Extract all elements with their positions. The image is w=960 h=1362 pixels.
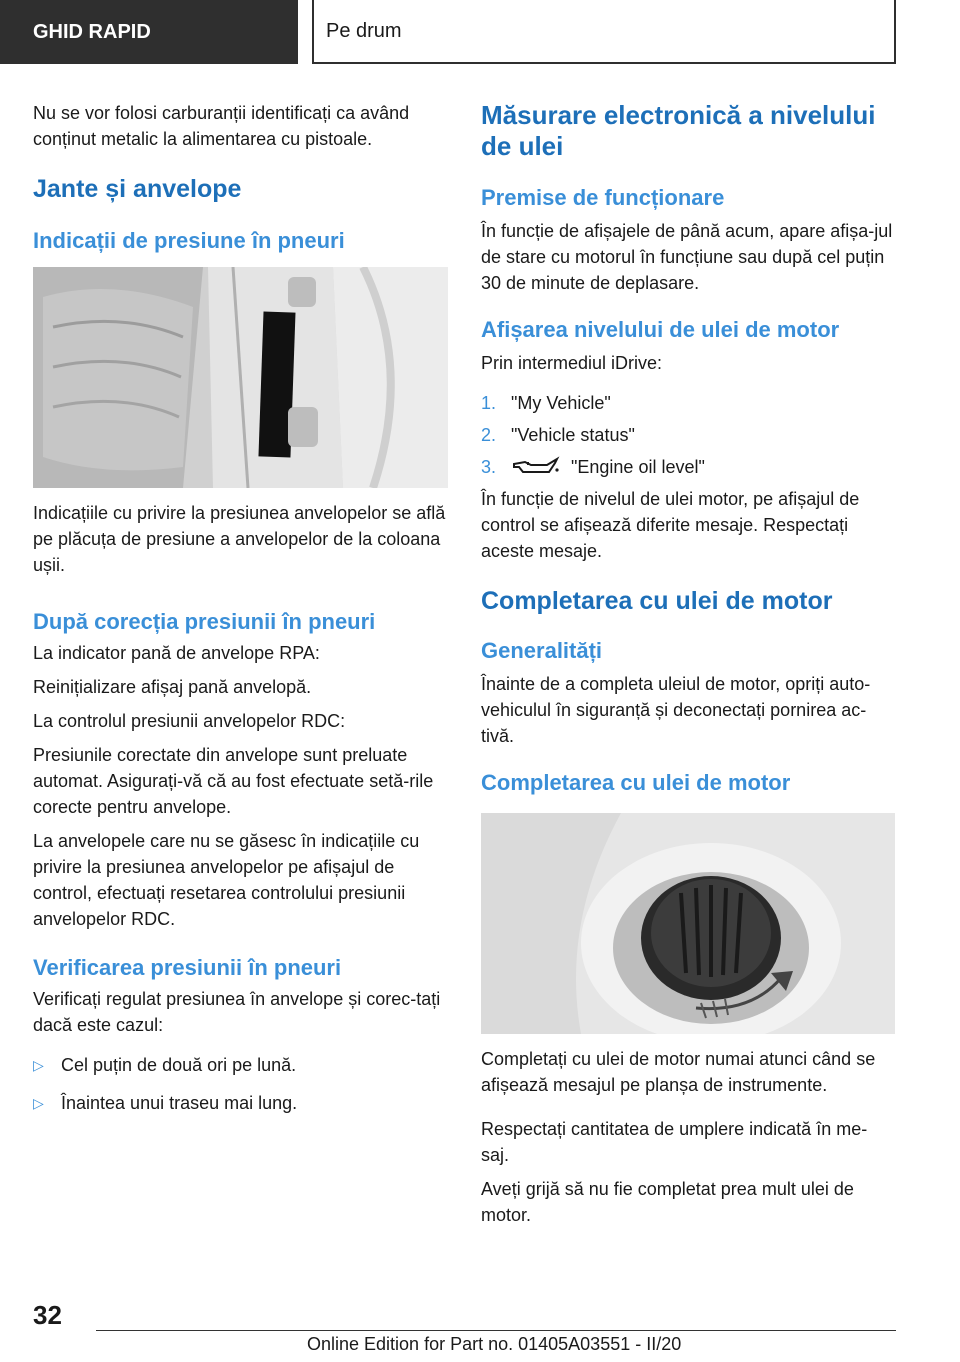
- rpa-action: Reinițializare afișaj pană anvelopă.: [33, 677, 312, 697]
- general-text: Înainte de a completa uleiul de motor, opriți auto-vehiculul în siguranță și deconectați pornirea ac-tivă.: [481, 674, 871, 746]
- rpa-label: La indicator pană de anvelope RPA:: [33, 643, 320, 663]
- section-title: GHID RAPID: [33, 20, 151, 43]
- heading-topup-procedure: Completarea cu ulei de motor: [481, 770, 791, 795]
- rdc-label: La controlul presiunii anvelopelor RDC:: [33, 711, 346, 731]
- left-column: [33, 100, 448, 1128]
- oil-cap-illustration: [481, 813, 895, 1034]
- chapter-tab: [312, 0, 896, 64]
- heading-check-pressure: Verificarea presiunii în pneuri: [33, 955, 342, 980]
- oil-cap-image: [481, 813, 895, 1034]
- list-item: ▷ Cel puțin de două ori pe lună.: [33, 1052, 448, 1078]
- idrive-label: Prin intermediul iDrive:: [481, 353, 663, 373]
- oil-can-icon: [511, 456, 561, 478]
- list-item: ▷ Înaintea unui traseu mai lung.: [33, 1090, 448, 1116]
- section-tab: [0, 0, 298, 64]
- heading-tires: Jante și anvelope: [33, 175, 242, 203]
- prerequisites-text: În funcție de afișajele de până acum, apare afișa-jul de stare cu motorul în funcțiune sau după cel puțin 30 de minute de deplasare.: [481, 221, 893, 293]
- intro-paragraph: Nu se vor folosi carburanții identificați ca având conținut metalic la alimentarea cu pistoale.: [33, 103, 410, 149]
- heading-display-level: Afișarea nivelului de ulei de motor: [481, 317, 840, 342]
- rdc-reset-text: La anvelopele care nu se găsesc în indicațiile cu privire la presiunea anvelopelor pe afișajul de control, efectuați resetarea controlului presiunii anvelopelor RDC.: [33, 831, 420, 929]
- triangle-bullet-icon: ▷: [33, 1095, 44, 1111]
- heading-after-correction: După corecția presiunii în pneuri: [33, 609, 376, 634]
- footer-divider: [96, 1330, 896, 1331]
- check-text: Verificați regulat presiunea în anvelope și corec-tați dacă este cazul:: [33, 989, 441, 1035]
- list-item: 1. "My Vehicle": [481, 393, 611, 413]
- idrive-steps: [481, 390, 895, 480]
- topup-text-3: Aveți grijă să nu fie completat prea mult ulei de motor.: [481, 1179, 854, 1225]
- heading-pressure-info: Indicații de presiune în pneuri: [33, 228, 345, 253]
- triangle-bullet-icon: ▷: [33, 1057, 44, 1073]
- pressure-info-text: Indicațiile cu privire la presiunea anvelopelor se află pe plăcuța de presiune a anvelopelor de la coloana ușii.: [33, 503, 446, 575]
- level-messages-text: În funcție de nivelul de ulei motor, pe afișajul de control se afișează diferite mesaje. Respectați aceste mesaje.: [481, 489, 860, 561]
- topup-text-1: Completați cu ulei de motor numai atunci când se afișează mesajul pe planșa de instrumente.: [481, 1049, 876, 1095]
- rdc-text: Presiunile corectate din anvelope sunt preluate automat. Asigurați-vă că au fost efectuate setă-rile corecte pentru anvelope.: [33, 745, 434, 817]
- heading-topup: Completarea cu ulei de motor: [481, 587, 833, 615]
- chapter-title: Pe drum: [326, 19, 402, 42]
- list-item: 3. "Engine oil level": [481, 457, 705, 477]
- topup-text-2: Respectați cantitatea de umplere indicată în me-saj.: [481, 1119, 868, 1165]
- right-column: [481, 100, 895, 1236]
- heading-general: Generalități: [481, 638, 603, 663]
- footer-edition: Online Edition for Part no. 01405A03551 - II/20: [307, 1334, 682, 1354]
- heading-oil-measure: Măsurare electronică a nivelului de ulei: [481, 100, 876, 161]
- heading-prerequisites: Premise de funcționare: [481, 185, 725, 210]
- list-item: 2. "Vehicle status": [481, 425, 635, 445]
- page-number: 32: [33, 1300, 62, 1330]
- door-pillar-image: [33, 267, 448, 488]
- check-list: [33, 1052, 448, 1116]
- door-pillar-illustration: [33, 267, 448, 488]
